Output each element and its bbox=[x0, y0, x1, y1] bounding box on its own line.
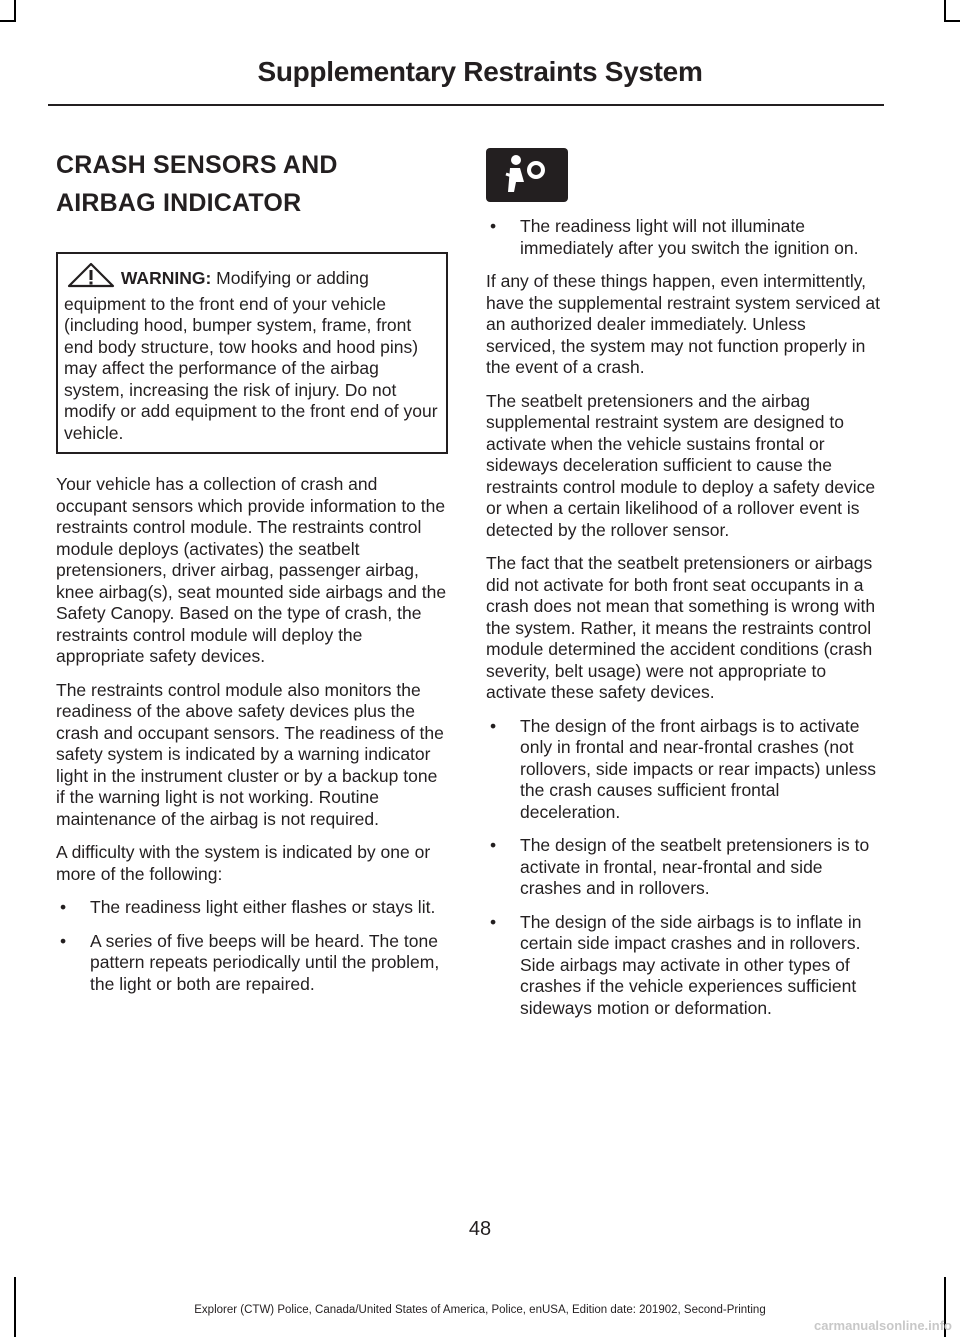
paragraph-crash-sensors: Your vehicle has a collection of crash and occupant sensors which provide information to the restraints control module. The restraints control module deploys (activates) the seatbelt pretensioners, driver airbag, passenger airbag, knee airbag(s), seat mounted side airbags and the Safety Canopy. Based on the type of crash, the restraints control module will deploy the appropriate safety devices. bbox=[56, 474, 447, 666]
list-item: • The design of the side airbags is to inflate in certain side impact crashes and in rollovers. Side airbags may activate in other types of crashes if the vehicle experiences sufficient sideways motion or deformation. bbox=[486, 912, 880, 1020]
footer-text: Explorer (CTW) Police, Canada/United States of America, Police, enUSA, Edition date: 201902, Second-Printing bbox=[194, 1304, 766, 1316]
left-column bbox=[56, 146, 448, 1007]
warning-text: Modifying or adding equipment to the front end of your vehicle (including hood, bumper system, frame, front end body structure, tow hooks and hood pins) may affect the performance of the airbag system, increasing the risk of injury. Do not modify or add equipment to the front end of your vehicle. bbox=[64, 268, 438, 443]
list-item: • The design of the front airbags is to activate only in frontal and near-frontal crashes (not rollovers, side impacts or rear impacts) unless the crash causes sufficient frontal deceleration. bbox=[486, 716, 880, 824]
crop-mark bbox=[0, 20, 16, 22]
paragraph-service: If any of these things happen, even intermittently, have the supplemental restraint system serviced at an authorized dealer immediately. Unless serviced, the system may not function properly in the event of a crash. bbox=[486, 271, 880, 377]
warning-label: WARNING: bbox=[120, 268, 212, 288]
watermark: carmanualsonline.info bbox=[814, 1318, 952, 1333]
header-divider bbox=[48, 104, 884, 106]
section-heading-line1: CRASH SENSORS AND bbox=[56, 151, 338, 179]
right-column bbox=[486, 146, 880, 1031]
paragraph-activation: The seatbelt pretensioners and the airbag supplemental restraint system are designed to activate when the vehicle sustains frontal or sideways deceleration sufficient to cause the restraints control module to deploy a safety device or when a certain likelihood of a rollover event is detected by the rollover sensor. bbox=[486, 390, 876, 540]
page-header-title: Supplementary Restraints System bbox=[257, 56, 703, 87]
design-list bbox=[486, 716, 880, 1020]
paragraph-non-activation: The fact that the seatbelt pretensioners or airbags did not activate for both front seat occupants in a crash does not mean that something is wrong with the system. Rather, it means the restraints control module determined the accident conditions (crash severity, belt usage) were not appropriate to activate these safety devices. bbox=[486, 553, 876, 702]
paragraph-readiness-monitoring: The restraints control module also monitors the readiness of the above safety devices plus the crash and occupant sensors. The readiness of the safety system is indicated by a warning indicator light in the instrument cluster or by a backup tone if the warning light is not working. Routine maintenance of the airbag is not required. bbox=[56, 679, 444, 829]
crop-mark bbox=[944, 0, 946, 22]
section-heading bbox=[56, 146, 448, 222]
airbag-indicator-icon bbox=[486, 148, 568, 202]
paragraph-difficulty-intro: A difficulty with the system is indicated by one or more of the following: bbox=[56, 842, 431, 884]
section-heading-line2: AIRBAG INDICATOR bbox=[56, 189, 302, 217]
list-item: • A series of five beeps will be heard. The tone pattern repeats periodically until the problem, the light or both are repaired. bbox=[56, 931, 448, 996]
list-item: • The design of the seatbelt pretensioners is to activate in frontal, near-frontal and side crashes and in rollovers. bbox=[486, 835, 880, 900]
crop-mark bbox=[944, 20, 960, 22]
list-item: • The readiness light either flashes or stays lit. bbox=[56, 897, 448, 919]
page-number: 48 bbox=[468, 1218, 492, 1240]
warning-box bbox=[56, 252, 448, 454]
list-item: • The readiness light will not illuminate immediately after you switch the ignition on. bbox=[486, 216, 880, 259]
difficulty-list bbox=[56, 897, 448, 995]
warning-triangle-icon bbox=[66, 262, 116, 294]
crop-mark bbox=[14, 0, 16, 22]
readiness-list bbox=[486, 216, 880, 259]
